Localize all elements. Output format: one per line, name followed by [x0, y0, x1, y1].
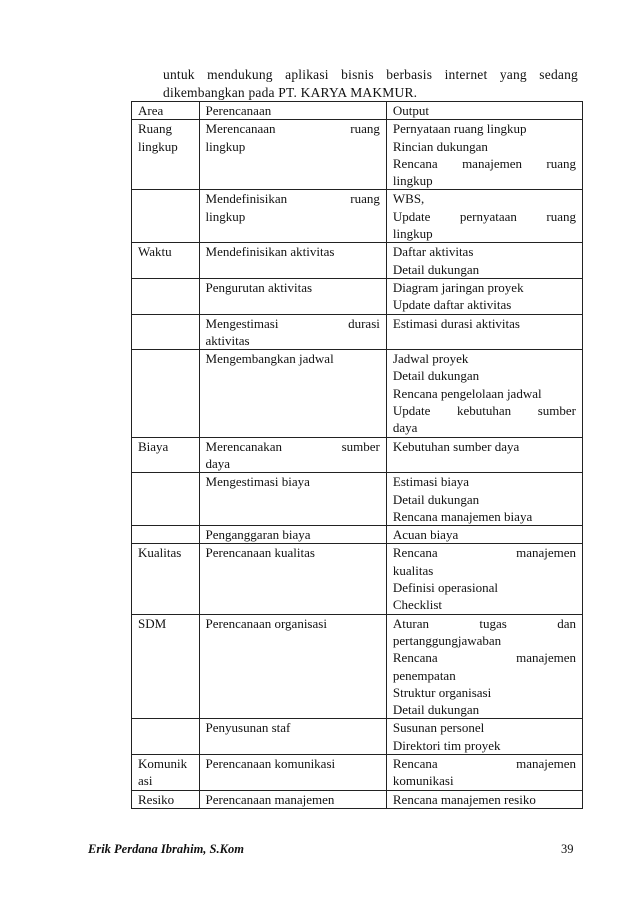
output-cell [386, 790, 582, 808]
output-cell [386, 526, 582, 544]
cell-text-line: Estimasi durasi aktivitas [392, 315, 520, 331]
area-cell [132, 243, 200, 279]
cell-text-line: penempatan [392, 667, 456, 683]
cell-text-line: Rencana manajemen resiko [392, 791, 536, 807]
cell-text-line: Perencanaan organisasi [205, 615, 327, 631]
output-cell [386, 120, 582, 190]
perencanaan-cell [199, 243, 386, 279]
table-row [132, 790, 583, 808]
header-output: Output [386, 102, 582, 120]
cell-text-line: daya [205, 455, 231, 471]
output-cell [386, 614, 582, 719]
cell-text-line: lingkup [205, 208, 246, 224]
perencanaan-cell [199, 437, 386, 473]
cell-text-line: Perencanaan kualitas [205, 545, 315, 561]
cell-text-line: Biaya [138, 438, 169, 454]
cell-text-line: Rencana manajemen [392, 650, 576, 666]
area-cell [132, 437, 200, 473]
table-row [132, 754, 583, 790]
cell-text-line: kualitas [392, 562, 434, 578]
table-body [132, 120, 583, 809]
area-cell [132, 473, 200, 526]
table-row [132, 350, 583, 437]
area-cell [132, 314, 200, 350]
output-cell [386, 278, 582, 314]
cell-text-line: Perencanaan komunikasi [205, 755, 336, 771]
cell-text-line: Update kebutuhan sumber [392, 403, 576, 419]
area-cell [132, 278, 200, 314]
cell-text-line: Kualitas [138, 545, 182, 561]
area-cell [132, 526, 200, 544]
cell-text-line: Merencanaan ruang [205, 121, 380, 137]
table-row [132, 437, 583, 473]
perencanaan-cell [199, 754, 386, 790]
perencanaan-cell [199, 120, 386, 190]
cell-text-line: WBS, [392, 191, 425, 207]
cell-text-line: Ruang [138, 121, 172, 137]
table-row [132, 719, 583, 755]
table-row [132, 243, 583, 279]
cell-text-line: Pengurutan aktivitas [205, 279, 313, 295]
perencanaan-cell [199, 314, 386, 350]
perencanaan-cell [199, 719, 386, 755]
cell-text-line: Update pernyataan ruang [392, 208, 576, 224]
cell-text-line: Komunik [138, 755, 188, 771]
cell-text-line: daya [392, 420, 418, 436]
footer-author: Erik Perdana Ibrahim, S.Kom [88, 842, 244, 856]
header-perencanaan: Perencanaan [199, 102, 386, 120]
output-cell [386, 473, 582, 526]
cell-text-line: aktivitas [205, 332, 250, 348]
cell-text-line: lingkup [205, 138, 246, 154]
table-row [132, 614, 583, 719]
cell-text-line: Penyusunan staf [205, 720, 291, 736]
area-cell [132, 790, 200, 808]
intro-paragraph [163, 66, 578, 102]
perencanaan-cell [199, 350, 386, 437]
output-cell [386, 243, 582, 279]
cell-text-line: Direktori tim proyek [392, 737, 501, 753]
cell-text-line: Mendefinisikan ruang [205, 191, 380, 207]
cell-text-line: Definisi operasional [392, 580, 498, 596]
cell-text-line: asi [138, 773, 153, 789]
cell-text-line: Kebutuhan sumber daya [392, 438, 520, 454]
cell-text-line: Struktur organisasi [392, 684, 492, 700]
cell-text-line: komunikasi [392, 773, 454, 789]
cell-text-line: Susunan personel [392, 720, 485, 736]
cell-text-line: Mengembangkan jadwal [205, 351, 334, 367]
intro-line-1: untuk mendukung aplikasi bisnis berbasis internet yang sedang [163, 67, 578, 82]
header-area: Area [132, 102, 200, 120]
cell-text-line: Update daftar aktivitas [392, 297, 512, 313]
cell-text-line: Perencanaan manajemen [205, 791, 335, 807]
cell-text-line: SDM [138, 615, 167, 631]
planning-table [131, 101, 583, 809]
cell-text-line: lingkup [392, 226, 433, 242]
cell-text-line: Diagram jaringan proyek [392, 279, 524, 295]
area-cell [132, 190, 200, 243]
cell-text-line: Mendefinisikan aktivitas [205, 244, 335, 260]
cell-text-line: Detail dukungan [392, 368, 480, 384]
cell-text-line: Daftar aktivitas [392, 244, 474, 260]
perencanaan-cell [199, 790, 386, 808]
perencanaan-cell [199, 278, 386, 314]
cell-text-line: Estimasi biaya [392, 474, 470, 490]
cell-text-line: Detail dukungan [392, 491, 480, 507]
perencanaan-cell [199, 473, 386, 526]
cell-text-line: Rencana pengelolaan jadwal [392, 385, 542, 401]
table-row [132, 120, 583, 190]
table-row [132, 544, 583, 614]
output-cell [386, 350, 582, 437]
table-row [132, 190, 583, 243]
cell-text-line: Resiko [138, 791, 175, 807]
area-cell [132, 719, 200, 755]
cell-text-line: Pernyataan ruang lingkup [392, 121, 527, 137]
perencanaan-cell [199, 526, 386, 544]
perencanaan-cell [199, 544, 386, 614]
table-row [132, 314, 583, 350]
cell-text-line: Checklist [392, 597, 442, 613]
cell-text-line: Acuan biaya [392, 527, 459, 543]
cell-text-line: pertanggungjawaban [392, 632, 502, 648]
output-cell [386, 719, 582, 755]
page-number: 39 [561, 842, 574, 856]
area-cell [132, 350, 200, 437]
perencanaan-cell [199, 614, 386, 719]
cell-text-line: Rincian dukungan [392, 138, 488, 154]
intro-line-2: dikembangkan pada PT. KARYA MAKMUR. [163, 85, 418, 100]
output-cell [386, 190, 582, 243]
output-cell [386, 314, 582, 350]
area-cell [132, 754, 200, 790]
cell-text-line: Merencanakan sumber [205, 438, 380, 454]
cell-text-line: Penganggaran biaya [205, 527, 311, 543]
output-cell [386, 754, 582, 790]
cell-text-line: Jadwal proyek [392, 351, 469, 367]
cell-text-line: Aturan tugas dan [392, 615, 576, 631]
cell-text-line: Mengestimasi durasi [205, 315, 380, 331]
cell-text-line: Detail dukungan [392, 261, 480, 277]
table-row [132, 473, 583, 526]
cell-text-line: Rencana manajemen [392, 755, 576, 771]
cell-text-line: Waktu [138, 244, 172, 260]
area-cell [132, 120, 200, 190]
cell-text-line: Rencana manajemen ruang [392, 155, 576, 171]
cell-text-line: Detail dukungan [392, 702, 480, 718]
cell-text-line: lingkup [392, 173, 433, 189]
cell-text-line: lingkup [138, 138, 178, 154]
cell-text-line: Rencana manajemen biaya [392, 508, 533, 524]
table-row [132, 526, 583, 544]
area-cell [132, 544, 200, 614]
cell-text-line: Rencana manajemen [392, 545, 576, 561]
cell-text-line: Mengestimasi biaya [205, 474, 310, 490]
perencanaan-cell [199, 190, 386, 243]
output-cell [386, 544, 582, 614]
output-cell [386, 437, 582, 473]
table-header-row [132, 102, 583, 120]
area-cell [132, 614, 200, 719]
table-row [132, 278, 583, 314]
